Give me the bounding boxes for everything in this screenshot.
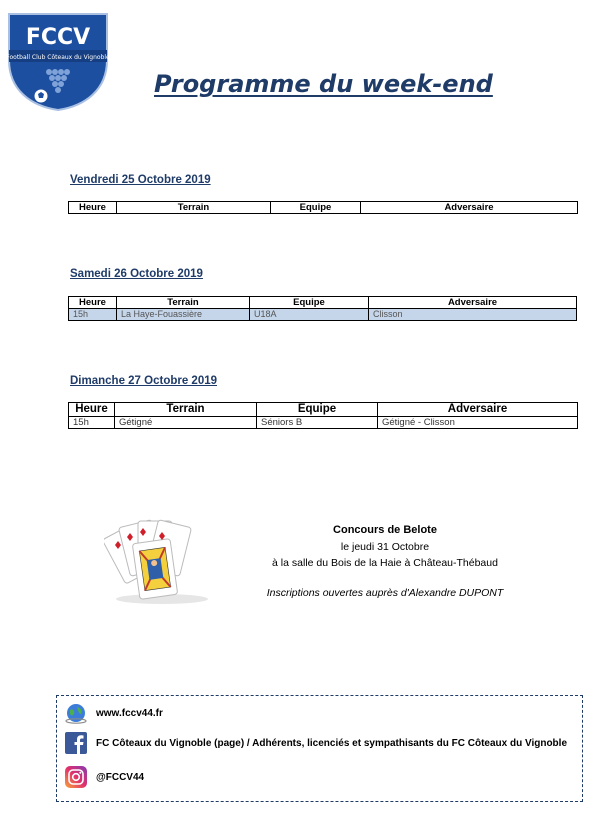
website-row[interactable] [65,702,163,724]
page-title: Programme du week-end [154,70,493,98]
playing-cards-icon [104,515,212,607]
column-header: Equipe [257,403,378,417]
website-link[interactable]: www.fccv44.fr [96,707,163,719]
column-header: Adversaire [369,297,577,309]
schedule-table-saturday [68,296,577,321]
logo-letters: FCCV [25,25,91,50]
fccv-logo [5,8,111,112]
belote-date: le jeudi 31 Octobre [340,541,430,553]
cell-adversaire: Gétigné - Clisson [378,417,578,429]
day-heading-saturday: Samedi 26 Octobre 2019 [70,268,203,280]
column-header: Heure [69,202,117,214]
column-header: Heure [69,297,117,309]
facebook-text[interactable]: FC Côteaux du Vignoble (page) / Adhérents, licenciés et sympathisants du FC Côteaux du Vignoble [96,737,568,749]
column-header: Adversaire [361,202,578,214]
cell-terrain: La Haye-Fouassière [117,309,250,321]
cell-adversaire: Clisson [369,309,577,321]
contact-box [56,695,583,802]
table-row [69,309,577,321]
day-heading-friday: Vendredi 25 Octobre 2019 [70,174,211,186]
instagram-handle[interactable]: @FCCV44 [96,771,145,783]
cell-terrain: Gétigné [115,417,257,429]
day-heading-sunday: Dimanche 27 Octobre 2019 [70,375,218,387]
instagram-icon [65,766,87,788]
column-header: Adversaire [378,403,578,417]
cell-equipe: U18A [250,309,369,321]
column-header: Heure [69,403,115,417]
schedule-table-sunday [68,402,578,429]
column-header: Terrain [115,403,257,417]
logo-club-name: Football Club Côteaux du Vignoble [6,54,110,61]
belote-registration-note: Inscriptions ouvertes auprès d'Alexandre DUPONT [266,587,504,599]
column-header: Equipe [250,297,369,309]
column-header: Terrain [117,202,271,214]
facebook-icon [65,732,87,754]
schedule-table-friday [68,201,578,214]
table-row [69,417,578,429]
instagram-row[interactable] [65,766,144,788]
column-header: Equipe [271,202,361,214]
belote-place: à la salle du Bois de la Haie à Château-Thébaud [272,557,498,569]
cell-equipe: Séniors B [257,417,378,429]
cell-heure: 15h [69,309,117,321]
belote-announcement [260,524,510,599]
belote-title: Concours de Belote [333,524,437,536]
column-header: Terrain [117,297,250,309]
globe-icon [65,702,87,724]
facebook-row[interactable] [65,732,567,754]
cell-heure: 15h [69,417,115,429]
